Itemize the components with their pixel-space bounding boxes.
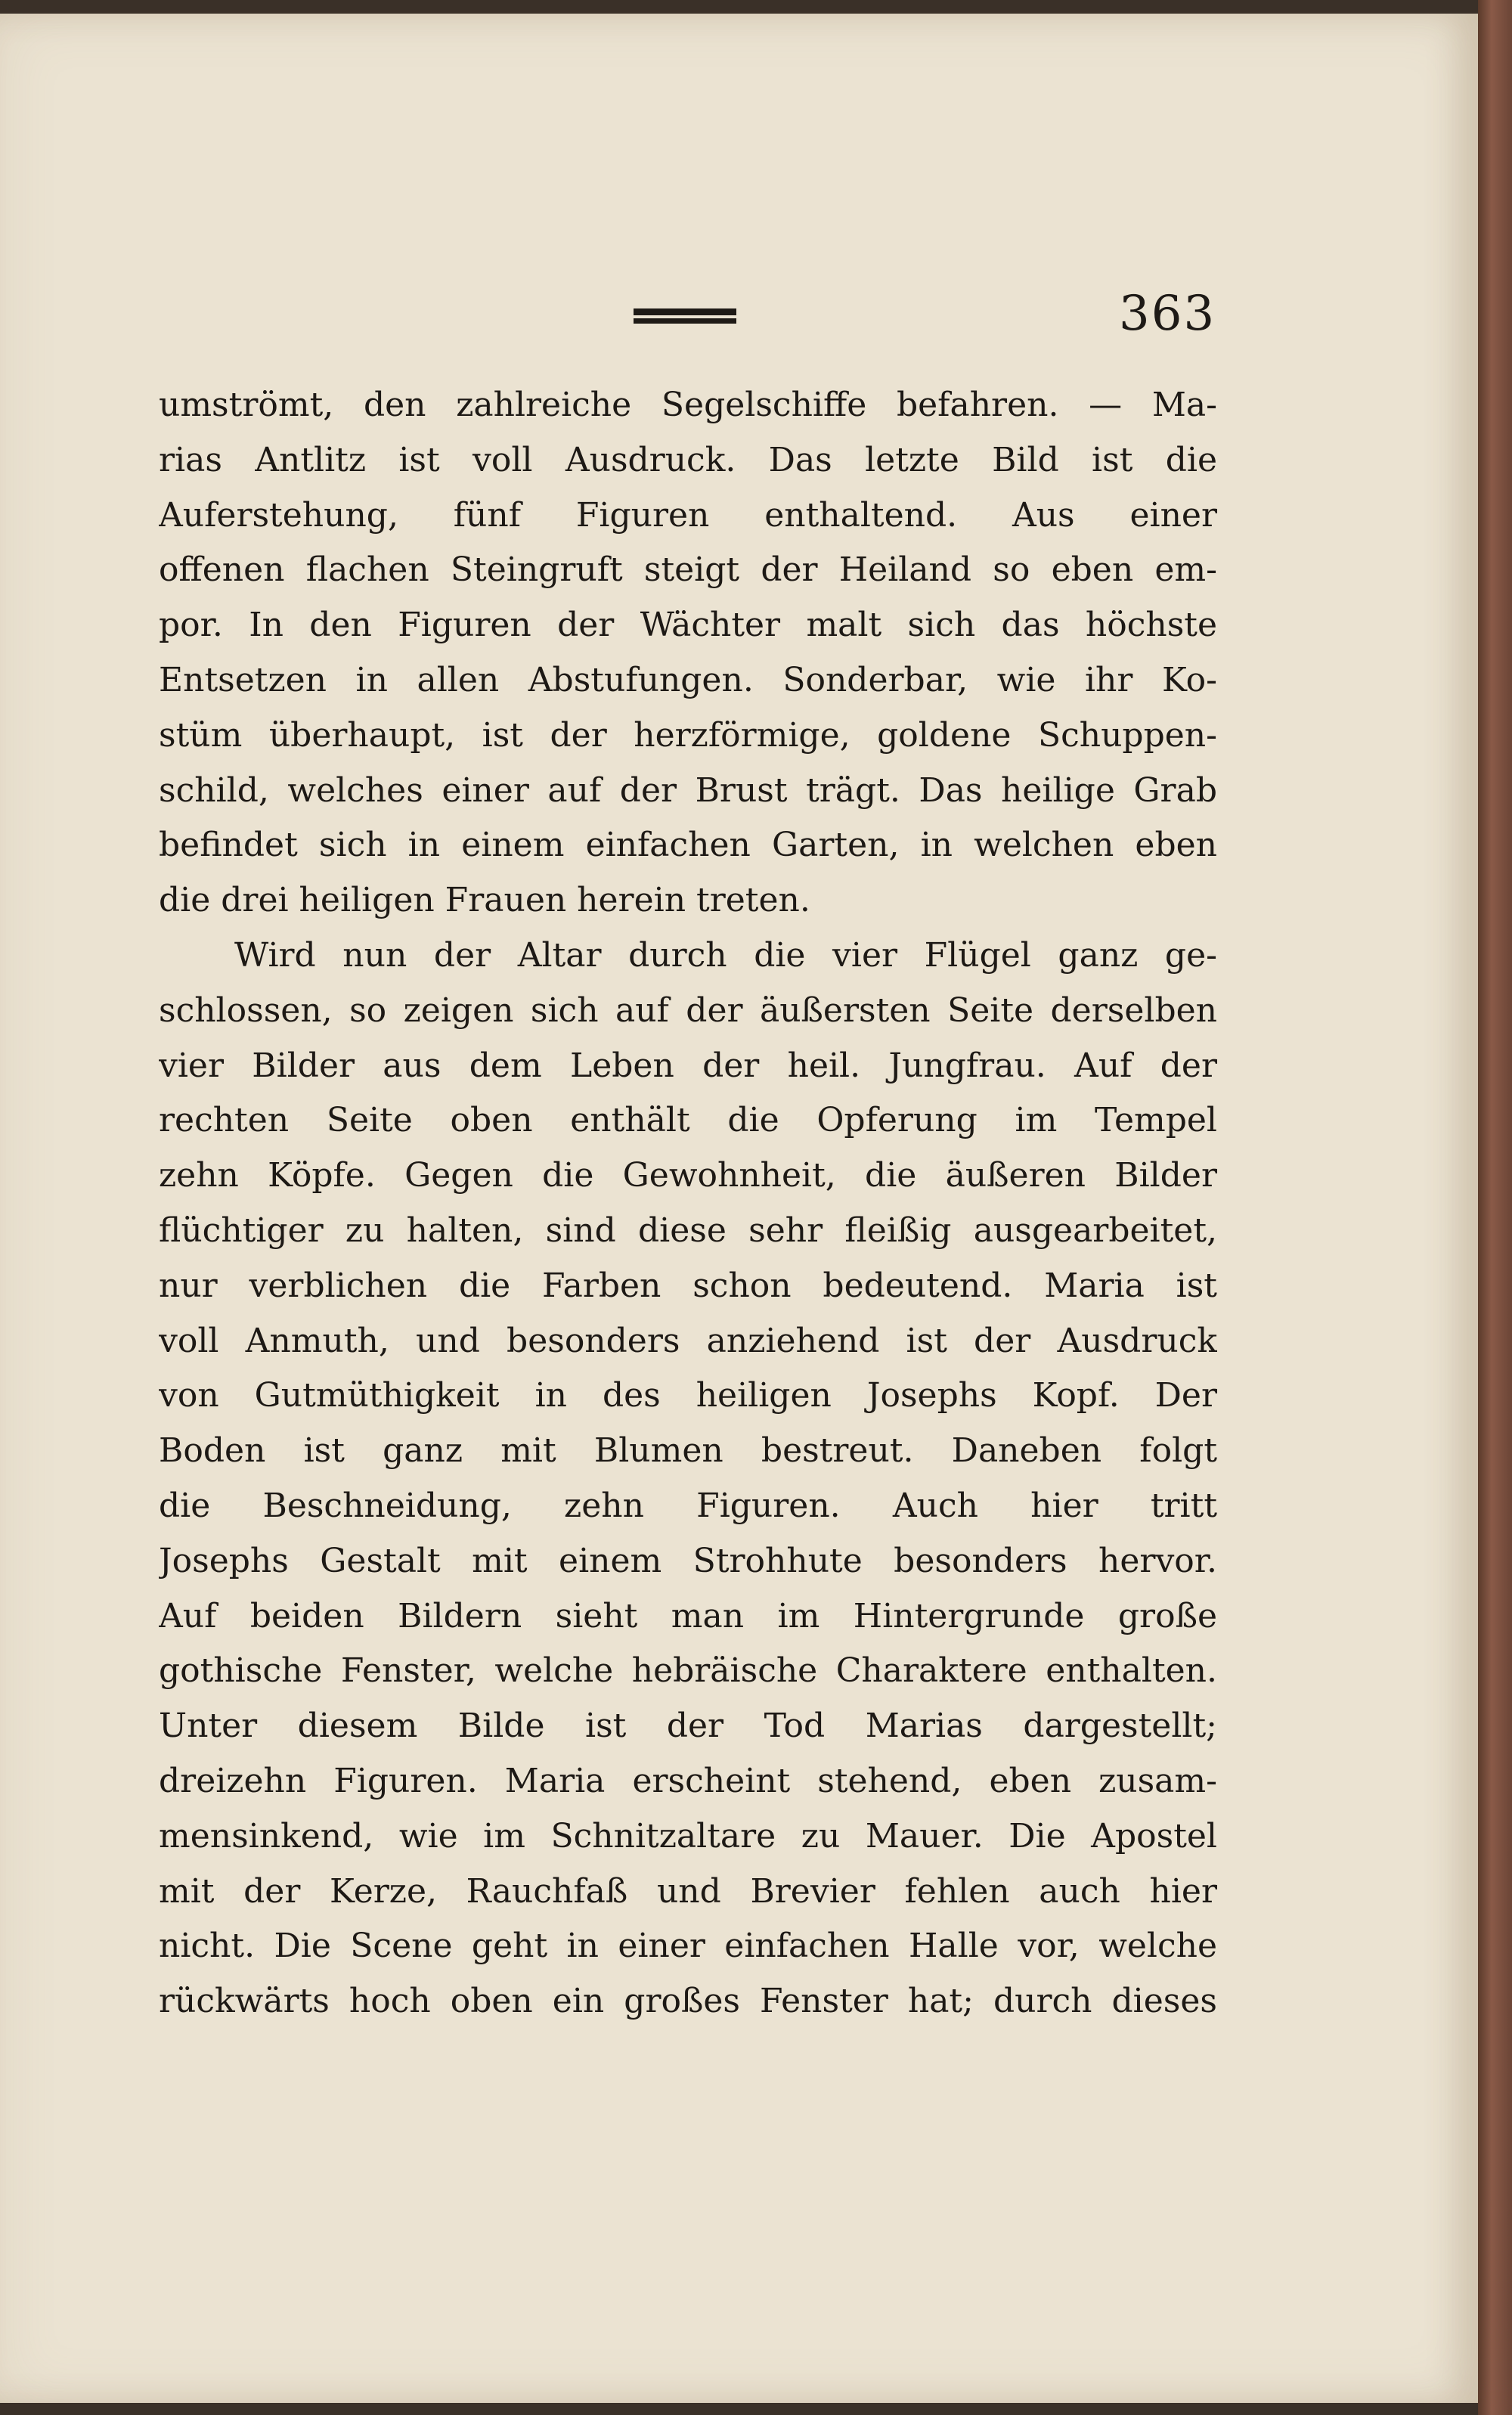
header-rule-top-bar bbox=[634, 308, 736, 315]
header-double-rule bbox=[634, 308, 736, 325]
text-line: stüm überhaupt, ist der herzförmige, goldene Schuppen- bbox=[159, 715, 1217, 755]
text-line: nur verblichen die Farben schon bedeutend. Maria ist bbox=[159, 1266, 1217, 1305]
text-line: por. In den Figuren der Wächter malt sich das höchste bbox=[159, 606, 1217, 645]
text-line: Entsetzen in allen Abstufungen. Sonderbar, wie ihr Ko- bbox=[159, 660, 1217, 699]
text-line: mensinkend, wie im Schnitzaltare zu Mauer. Die Apostel bbox=[159, 1816, 1217, 1855]
text-line: vier Bilder aus dem Leben der heil. Jungfrau. Auf der bbox=[159, 1046, 1217, 1085]
text-line: Auferstehung, fünf Figuren enthaltend. Aus einer bbox=[159, 495, 1217, 535]
text-line: mit der Kerze, Rauchfaß und Brevier fehlen auch hier bbox=[159, 1871, 1217, 1911]
text-line: Boden ist ganz mit Blumen bestreut. Daneben folgt bbox=[159, 1431, 1217, 1471]
text-line: rechten Seite oben enthält die Opferung im Tempel bbox=[159, 1101, 1217, 1140]
page-number: 363 bbox=[1119, 286, 1216, 342]
text-line: Auf beiden Bildern sieht man im Hintergrunde große bbox=[159, 1596, 1217, 1635]
text-line: schild, welches einer auf der Brust trägt. Das heilige Grab bbox=[159, 770, 1217, 810]
text-line: offenen flachen Steingruft steigt der Heiland so eben em- bbox=[159, 550, 1217, 590]
text-line: umströmt, den zahlreiche Segelschiffe befahren. — Ma- bbox=[159, 386, 1217, 424]
text-line: gothische Fenster, welche hebräische Charaktere enthalten. bbox=[159, 1651, 1217, 1691]
text-line: rias Antlitz ist voll Ausdruck. Das letzte Bild ist die bbox=[159, 440, 1217, 479]
text-line: zehn Köpfe. Gegen die Gewohnheit, die äußeren Bilder bbox=[159, 1156, 1217, 1195]
text-line: Josephs Gestalt mit einem Strohhute besonders hervor. bbox=[159, 1541, 1217, 1580]
text-line: Unter diesem Bilde ist der Tod Marias dargestellt; bbox=[159, 1707, 1217, 1746]
book-cover-edge bbox=[1478, 0, 1512, 2415]
text-line: die Beschneidung, zehn Figuren. Auch hier tritt bbox=[159, 1486, 1217, 1525]
text-line: voll Anmuth, und besonders anziehend ist der Ausdruck bbox=[159, 1321, 1217, 1360]
text-line: nicht. Die Scene geht in einer einfachen Halle vor, welche bbox=[159, 1927, 1217, 1966]
text-line: befindet sich in einem einfachen Garten, in welchen eben bbox=[159, 826, 1217, 865]
text-line: die drei heiligen Frauen herein treten. bbox=[159, 881, 810, 920]
text-line: flüchtiger zu halten, sind diese sehr fleißig ausgearbeitet, bbox=[159, 1211, 1217, 1250]
text-line: rückwärts hoch oben ein großes Fenster hat; durch dieses bbox=[159, 1982, 1217, 2021]
text-line: schlossen, so zeigen sich auf der äußersten Seite derselben bbox=[159, 990, 1217, 1030]
text-line: Wird nun der Altar durch die vier Flügel ganz ge- bbox=[234, 935, 1217, 975]
body-text bbox=[159, 378, 1217, 2029]
text-line: dreizehn Figuren. Maria erscheint stehend, eben zusam- bbox=[159, 1761, 1217, 1800]
header-rule-bottom-bar bbox=[634, 318, 736, 324]
text-line: von Gutmüthigkeit in des heiligen Josephs Kopf. Der bbox=[159, 1376, 1217, 1415]
